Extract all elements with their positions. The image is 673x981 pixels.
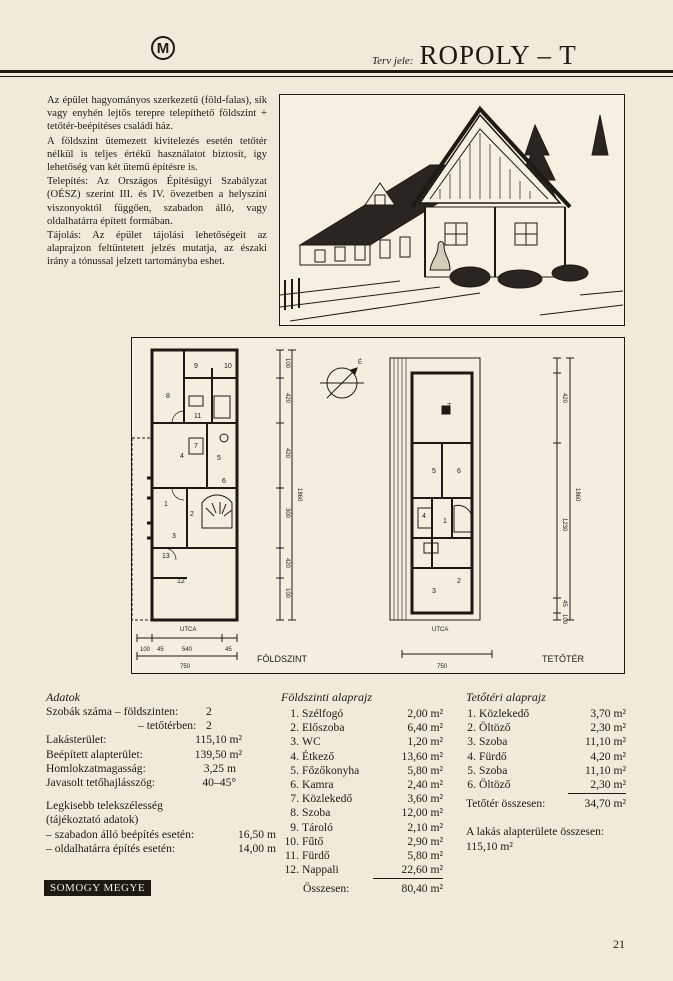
room-row (281, 764, 443, 778)
plan-name: ROPOLY – T (419, 40, 577, 70)
room-name: Étkező (302, 749, 335, 763)
room-row (466, 735, 626, 749)
room-number: 2. (467, 721, 476, 735)
svg-text:45: 45 (561, 600, 567, 607)
floor-plans-drawing (132, 338, 624, 673)
room-name: Öltöző (479, 778, 511, 792)
room-name: Előszoba (302, 721, 345, 735)
svg-text:100: 100 (140, 647, 151, 653)
room-name: WC (302, 735, 321, 749)
room-number: 1. (290, 707, 299, 720)
ground-total-row: Összesen: 80,40 m² (303, 882, 443, 896)
room-row (281, 735, 443, 749)
room-name: Öltöző (479, 721, 511, 735)
room-area: 3,60 m² (407, 792, 443, 806)
svg-text:5: 5 (432, 468, 436, 475)
svg-text:45: 45 (225, 647, 232, 653)
rooms-attic-row: – tetőtérben: 2 (138, 719, 212, 733)
room-number: 5. (290, 763, 299, 777)
svg-text:13: 13 (162, 553, 170, 560)
room-name: Főzőkonyha (302, 763, 360, 777)
room-area: 22,60 m² (401, 863, 443, 877)
attic-caption: TETŐTÉR (542, 654, 584, 664)
county-badge: SOMOGY MEGYE (44, 880, 151, 896)
svg-text:11: 11 (194, 413, 202, 420)
room-area: 11,10 m² (584, 735, 626, 749)
room-name: Kamra (302, 778, 334, 792)
page-number: 21 (613, 937, 625, 951)
room-area: 2,30 m² (590, 778, 626, 792)
svg-text:540: 540 (182, 647, 193, 653)
svg-text:2: 2 (457, 578, 461, 585)
ground-caption: FÖLDSZINT (257, 654, 308, 664)
room-area: 2,40 m² (407, 778, 443, 792)
adatok-title: Adatok (46, 690, 80, 704)
room-area: 2,10 m² (407, 820, 443, 834)
room-row (466, 764, 626, 778)
attic-total-dim: 750 (437, 664, 448, 670)
ground-total-dim: 750 (180, 664, 191, 670)
adatok-section (46, 690, 286, 856)
data-row: Javasolt tetőhajlásszög: 40–45° (46, 776, 236, 790)
svg-text:45: 45 (157, 647, 164, 653)
room-number: 9. (290, 820, 299, 834)
room-row (466, 750, 626, 764)
room-area: 4,20 m² (590, 749, 626, 763)
room-area: 11,10 m² (584, 763, 626, 777)
room-row (466, 778, 626, 792)
svg-text:7: 7 (194, 443, 198, 450)
room-name: Nappali (302, 863, 339, 877)
room-number: 3. (467, 735, 476, 749)
room-name: Fűtő (302, 834, 324, 848)
room-name: Szélfogó (302, 707, 344, 720)
room-area: 5,80 m² (407, 763, 443, 777)
intro-paragraph: Az épület hagyományos szerkezetű (föld-falas), sík vagy enyhén lejtős terepre telepíthető földszint + tetőtér-beépítéses családi ház. (47, 95, 267, 133)
room-row (281, 863, 443, 877)
svg-text:420: 420 (284, 448, 290, 459)
room-row (281, 849, 443, 863)
room-area: 2,00 m² (407, 707, 443, 720)
svg-text:1230: 1230 (561, 518, 567, 532)
room-name: Szoba (302, 806, 331, 820)
room-row (466, 721, 626, 735)
svg-text:420: 420 (284, 393, 290, 404)
svg-text:2: 2 (190, 511, 194, 518)
summary-value: 115,10 m² (466, 839, 513, 853)
room-number: 6. (467, 778, 476, 792)
room-name: Szoba (479, 735, 508, 749)
attic-table (466, 690, 626, 854)
plot-title: Legkisebb telekszélesség (46, 799, 163, 813)
svg-text:100: 100 (284, 358, 290, 369)
room-number: 4. (290, 749, 299, 763)
intro-text (47, 94, 267, 270)
svg-text:1: 1 (164, 501, 168, 508)
room-name: Közlekedő (479, 707, 530, 720)
room-row (281, 707, 443, 721)
summary-line: A lakás alapterülete összesen: (466, 825, 605, 839)
floor-plans (131, 337, 625, 674)
room-number: 1. (467, 707, 476, 720)
svg-text:É: É (358, 360, 363, 366)
room-area: 13,60 m² (401, 749, 443, 763)
svg-text:6: 6 (457, 468, 461, 475)
room-number: 5. (467, 763, 476, 777)
room-area: 2,30 m² (590, 721, 626, 735)
intro-paragraph: Tájolás: Az épület tájolási lehetőségeit az alaprajzon feltüntetett jelzés mutatja, az északi irány a tónussal jelzett tartományba eshet. (47, 230, 267, 268)
rooms-ground-row: Szobák száma – földszinten: 2 (46, 705, 212, 718)
room-number: 7. (290, 792, 299, 806)
logo-letter: M (156, 39, 170, 57)
room-number: 11. (284, 849, 299, 863)
svg-text:420: 420 (284, 558, 290, 569)
room-name: Közlekedő (302, 792, 353, 806)
plan-code (372, 40, 577, 71)
svg-text:4: 4 (422, 513, 426, 520)
svg-text:12: 12 (177, 578, 185, 585)
house-illustration (280, 95, 624, 325)
ground-floor-table (281, 690, 443, 897)
room-number: 8. (290, 806, 299, 820)
svg-text:7: 7 (447, 403, 451, 410)
plot-subtitle: (tájékoztató adatok) (46, 813, 139, 827)
room-name: Fürdő (302, 849, 330, 863)
room-area: 12,00 m² (401, 806, 443, 820)
svg-text:100: 100 (284, 588, 290, 599)
room-number: 4. (467, 749, 476, 763)
plot-row: – szabadon álló beépítés esetén: 16,50 m (46, 827, 276, 841)
svg-text:3: 3 (432, 588, 436, 595)
room-name: Tároló (302, 820, 333, 834)
data-row: Lakásterület: 115,10 m² (46, 733, 242, 747)
logo (151, 36, 175, 60)
room-number: 10. (284, 834, 299, 848)
room-row (281, 821, 443, 835)
room-number: 6. (290, 778, 299, 792)
svg-text:420: 420 (561, 393, 567, 404)
svg-text:9: 9 (194, 363, 198, 370)
data-row: Homlokzatmagasság: 3,25 m (46, 761, 236, 775)
attic-title: Tetőtéri alaprajz (466, 690, 546, 704)
room-row (281, 806, 443, 820)
room-row (281, 721, 443, 735)
room-area: 5,80 m² (407, 849, 443, 863)
room-area: 1,20 m² (407, 735, 443, 749)
house-sketch (279, 94, 625, 326)
ground-floor-title: Földszinti alaprajz (281, 690, 373, 704)
room-row (466, 707, 626, 721)
svg-text:6: 6 (222, 478, 226, 485)
room-row (281, 778, 443, 792)
room-area: 2,90 m² (407, 834, 443, 848)
plan-label: Terv jele: (372, 55, 414, 67)
room-row (281, 835, 443, 849)
svg-text:1860: 1860 (574, 488, 580, 502)
room-number: 3. (290, 735, 299, 749)
svg-text:5: 5 (217, 455, 221, 462)
attic-total-row: Tetőtér összesen: 34,70 m² (466, 797, 626, 811)
svg-text:1: 1 (443, 518, 447, 525)
svg-text:100: 100 (561, 614, 567, 625)
room-area: 3,70 m² (590, 707, 626, 720)
svg-text:1860: 1860 (296, 488, 302, 502)
svg-text:300: 300 (284, 508, 290, 519)
intro-paragraph: Telepítés: Az Országos Építésügyi Szabályzat (OÉSZ) szerint III. és IV. övezetben a helyszíni viszonyoktól függően, szabadon álló, vagy oldalhatárra épített formában. (47, 176, 267, 227)
street-left: UTCA (180, 627, 197, 633)
svg-text:10: 10 (224, 363, 232, 370)
room-area: 6,40 m² (407, 721, 443, 735)
room-row (281, 750, 443, 764)
svg-text:3: 3 (172, 533, 176, 540)
room-name: Szoba (479, 763, 508, 777)
room-row (281, 792, 443, 806)
svg-text:8: 8 (166, 393, 170, 400)
data-row: Beépített alapterület: 139,50 m² (46, 747, 242, 761)
room-number: 2. (290, 721, 299, 735)
header-rule (0, 70, 673, 73)
room-name: Fürdő (479, 749, 507, 763)
header-rule-thin (0, 76, 673, 77)
street-right: UTCA (432, 627, 449, 633)
svg-text:4: 4 (180, 453, 184, 460)
plot-row: – oldalhatárra építés esetén: 14,00 m (46, 841, 276, 855)
room-number: 12. (284, 863, 299, 877)
intro-paragraph: A földszint ütemezett kivitelezés esetén tetőtér nélkül is teljes értékű használatot biztosít, így lehetőség van két ütemű építésre is. (47, 135, 267, 174)
